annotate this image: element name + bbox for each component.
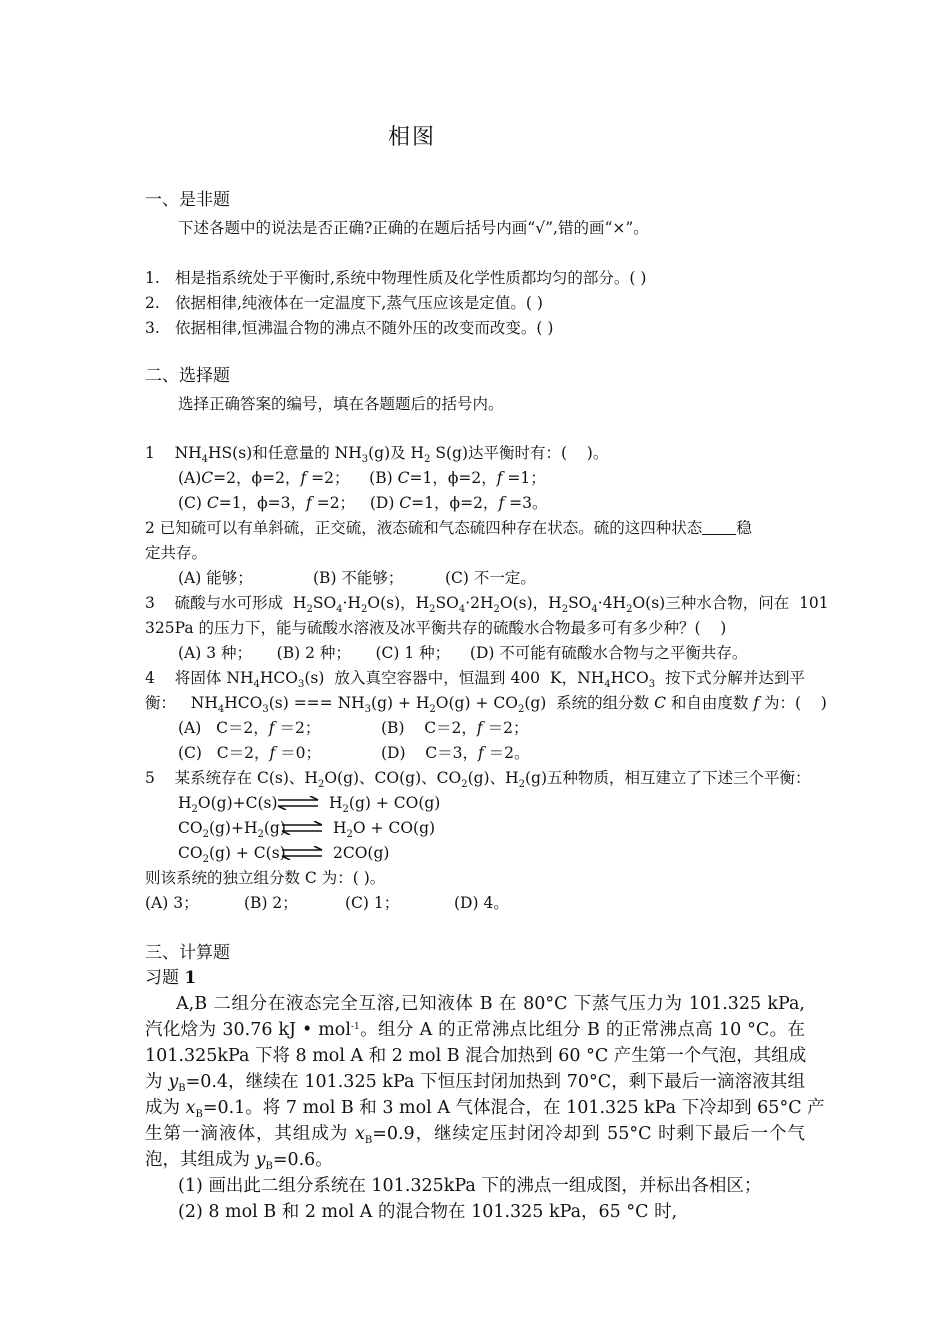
mc-question-5-option-c: (C) 1； (345, 894, 400, 912)
section-3-heading: 三、计算题 (145, 943, 230, 963)
mc-question-4-option-c: (C) C＝2，f ＝0； (178, 744, 322, 762)
mc-question-5-option-d: (D) 4。 (454, 894, 509, 912)
mc-question-3-options (178, 643, 747, 663)
page-title: 相图 (387, 125, 436, 150)
answer-blank (702, 520, 736, 535)
mc-question-2-option-a: (A) 能够； (178, 569, 253, 587)
mc-question-3-line-2: 325Pa 的压力下，能与硫酸水溶液及冰平衡共存的硫酸水合物最多可有多少种？( ) (145, 619, 727, 637)
equilibrium-arrow-icon (276, 796, 320, 810)
mc-question-3-line-1: 3 硫酸与水可形成 $H_2SO_4\cdot H_2O(s)$，$H_2SO_4\cdot 2H_2O(s)$，$H_2SO_4\cdot 4H_2O(s)$三种水合物，问在 101 (145, 594, 829, 615)
mc-question-5-option-a: (A) 3； (145, 894, 199, 912)
tf-item-2-number: 2. (145, 294, 160, 312)
mc-question-1: 1 $NH_4HS(s)$和任意量的 $NH_3(g)$及 $H_2$ S(g)达平衡时有：( )。 (145, 444, 609, 465)
tf-item-2 (145, 293, 543, 313)
mc-question-3-option-d: (D) 不可能有硫酸水合物与之平衡共存。 (469, 644, 748, 662)
mc-question-2-text: 2 已知硫可以有单斜硫，正交硫，液态硫和气态硫四种存在状态。硫的这四种状态 (145, 519, 703, 537)
equilibrium-3-right: 2CO(g) (333, 844, 390, 862)
section-1-intro: 下述各题中的说法是否正确?正确的在题后括号内画“√”,错的画“×”。 (178, 219, 649, 237)
equilibrium-3-left: $CO_2(g) + C(s)$ (178, 844, 286, 865)
exercise-text-line-7: 泡，其组成为 $y_B=0.6$。 (145, 1150, 333, 1172)
section-1-heading: 一、是非题 (145, 190, 230, 210)
equilibrium-2-right: $H_2O + CO(g)$ (333, 819, 436, 840)
tf-item-3 (145, 318, 553, 338)
equilibrium-2-left: $CO_2(g)+H_2(g)$ (178, 819, 286, 840)
exercise-text-line-3: 101.325kPa 下将 8 mol A 和 2 mol B 混合加热到 60 °C 产生第一个气泡，其组成 (145, 1046, 807, 1066)
mc-question-4-line-1: 4 将固体 $NH_4HCO_3(s)$ 放入真空容器中，恒温到 400 K，$NH_4HCO_3$ 按下式分解并达到平 (145, 669, 806, 690)
mc-question-4-option-a: (A) C＝2，f ＝2； (178, 719, 321, 737)
equilibrium-1-left: $H_2O(g)+C(s)$ (178, 794, 278, 815)
mc-question-1-options-cd: (C) C=1，ϕ=3，f =2； (D) C=1，ϕ=2，f =3。 (178, 494, 548, 512)
exercise-label-text: 习题 (145, 968, 179, 988)
tf-item-1-text: 相是指系统处于平衡时,系统中物理性质及化学性质都均匀的部分。( ) (175, 269, 647, 287)
mc-question-2-option-b: (B) 不能够； (313, 569, 404, 587)
mc-question-2-line-2: 定共存。 (145, 544, 208, 562)
exercise-text-line-4: 为 $y_B=0.4$，继续在 101.325 kPa 下恒压封闭加热到 70°C，剩下最后一滴溶液其组 (145, 1072, 805, 1094)
mc-question-3-option-c: (C) 1 种； (375, 644, 451, 662)
mc-question-4-option-d: (D) C＝3，f ＝2。 (381, 744, 530, 762)
mc-question-1-options-ab: (A)C=2，ϕ=2，f =2； (B) C=1，ϕ=2，f =1； (178, 469, 546, 487)
exercise-text-line-6: 生第一滴液体，其组成为 $x_B=0.9$，继续定压封闭冷却到 55°C 时剩下最后一个气 (145, 1124, 806, 1146)
mc-question-2-option-c: (C) 不一定。 (445, 569, 536, 587)
mc-question-4-option-b: (B) C＝2，f ＝2； (381, 719, 529, 737)
mc-question-5-line-1: 5 某系统存在 C(s)、$H_2O(g)$、CO(g)、$CO_2(g)$、$H_2(g)$五种物质，相互建立了下述三个平衡： (145, 769, 811, 790)
mc-question-5-option-b: (B) 2； (244, 894, 298, 912)
tf-item-3-number: 3. (145, 319, 160, 337)
equilibrium-1-right: $H_2(g) + CO(g)$ (329, 794, 441, 815)
exercise-number: 1 (184, 968, 197, 988)
mc-question-5-ask: 则该系统的独立组分数 C 为：( )。 (145, 869, 386, 887)
mc-question-3-option-b: (B) 2 种； (276, 644, 351, 662)
mc-question-3-option-a: (A) 3 种； (178, 644, 253, 662)
section-2-intro: 选择正确答案的编号，填在各题题后的括号内。 (178, 395, 504, 413)
mc-question-2-text-end: 稳 (736, 519, 752, 537)
tf-item-1 (145, 268, 646, 288)
tf-item-1-number: 1. (145, 269, 160, 287)
exercise-text-line-2: 汽化焓为 30.76 kJ • mol$^{-1}$。组分 A 的正常沸点比组分 B 的正常沸点高 10 °C。在 (145, 1020, 806, 1040)
mc-question-2-line-1 (145, 518, 752, 538)
exercise-label (145, 968, 196, 988)
equilibrium-arrow-icon (280, 821, 324, 835)
equilibrium-arrow-icon (280, 846, 324, 860)
exercise-text-line-1: A,B 二组分在液态完全互溶,已知液体 B 在 80°C 下蒸气压力为 101.325 kPa, (145, 994, 805, 1014)
tf-item-3-text: 依据相律,恒沸温合物的沸点不随外压的改变而改变。( ) (175, 319, 554, 337)
exercise-text-line-5: 成为 $x_B=0.1$。将 7 mol B 和 3 mol A 气体混合，在 101.325 kPa 下冷却到 65°C 产 (145, 1098, 825, 1120)
mc-question-4-line-2: 衡： $NH_4HCO_3(s)$ === $NH_3(g) + H_2O(g) + CO_2(g)$ 系统的组分数 C 和自由度数 f 为：( ) (145, 694, 827, 715)
exercise-subquestion-1: (1) 画出此二组分系统在 101.325kPa 下的沸点一组成图，并标出各相区； (178, 1176, 762, 1196)
section-2-heading: 二、选择题 (145, 366, 230, 386)
exercise-subquestion-2: (2) 8 mol B 和 2 mol A 的混合物在 101.325 kPa，65 °C 时, (178, 1202, 678, 1222)
tf-item-2-text: 依据相律,纯液体在一定温度下,蒸气压应该是定值。( ) (175, 294, 543, 312)
